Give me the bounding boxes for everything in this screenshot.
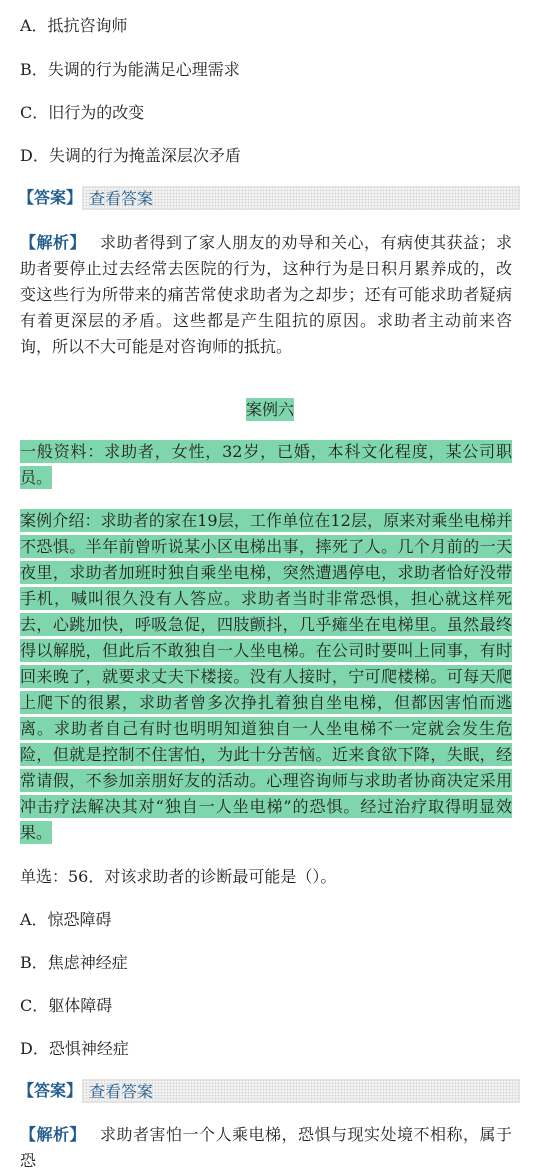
answer-row (18, 186, 520, 210)
analysis-text: 求助者害怕一个人乘电梯，恐惧与现实处境不相称，属于恐 (20, 1125, 512, 1170)
option-a[interactable]: A．惊恐障碍 (20, 910, 112, 929)
option-b[interactable]: B．焦虑神经症 (20, 953, 128, 972)
option-d[interactable]: D．恐惧神经症 (20, 1039, 129, 1058)
case-general-info (20, 439, 512, 491)
answer-label: 【答案】 (18, 188, 83, 207)
option-d[interactable]: D．失调的行为掩盖深层次矛盾 (20, 146, 241, 165)
analysis-paragraph (20, 1122, 512, 1174)
case-introduction (20, 508, 512, 846)
answer-row (18, 1079, 520, 1103)
answer-label: 【答案】 (18, 1081, 83, 1100)
answer-reveal-box[interactable] (82, 186, 520, 210)
analysis-text: 求助者得到了家人朋友的劝导和关心，有病使其获益；求助者要停止过去经常去医院的行为，这种行为是日积月累养成的，改变这些行为所带来的痛苦常使求助者为之却步；还有可能求助者疑病有着更深层的矛盾。这些都是产生阻抗的原因。求助者主动前来咨询，所以不大可能是对咨询师的抵抗。 (20, 233, 512, 356)
view-answer-link[interactable]: 查看答案 (89, 189, 154, 208)
case-intro-text: 案例介绍：求助者的家在19层，工作单位在12层，原来对乘坐电梯并不恐惧。半年前曾听说某小区电梯出事，摔死了人。几个月前的一天夜里，求助者加班时独自乘坐电梯，突然遭遇停电，求助者恰好没带手机，喊叫很久没有人答应。求助者当时非常恐惧，担心就这样死去，心跳加快，呼吸急促，四肢颤抖，几乎瘫坐在电梯里。虽然最终得以解脱，但此后不敢独自一人坐电梯。在公司时要叫上同事，有时回来晚了，就要求丈夫下楼接。没有人接时，宁可爬楼梯。可每天爬上爬下的很累，求助者曾多次挣扎着独自坐电梯，但都因害怕而逃离。求助者自己有时也明明知道独自一人坐电梯不一定就会发生危险，但就是控制不住害怕，为此十分苦恼。近来食欲下降，失眠，经常请假，不参加亲朋好友的活动。心理咨询师与求助者协商决定采用冲击疗法解决其对“独自一人坐电梯”的恐惧。经过治疗取得明显效果。 (20, 511, 512, 842)
view-answer-link[interactable]: 查看答案 (89, 1082, 154, 1101)
option-b[interactable]: B．失调的行为能满足心理需求 (20, 60, 240, 79)
analysis-label: 【解析】 (20, 233, 86, 252)
analysis-paragraph (20, 230, 512, 360)
answer-reveal-box[interactable] (82, 1079, 520, 1103)
option-c[interactable]: C．旧行为的改变 (20, 103, 145, 122)
option-c[interactable]: C．躯体障碍 (20, 996, 113, 1015)
case-title-text: 案例六 (245, 400, 294, 419)
general-info-text: 一般资料：求助者，女性，32岁，已婚，本科文化程度，某公司职员。 (20, 442, 512, 487)
case-title (0, 400, 540, 420)
analysis-label: 【解析】 (20, 1125, 86, 1144)
question-stem: 单选：56．对该求助者的诊断最可能是（）。 (20, 867, 337, 886)
option-a[interactable]: A．抵抗咨询师 (20, 16, 128, 35)
